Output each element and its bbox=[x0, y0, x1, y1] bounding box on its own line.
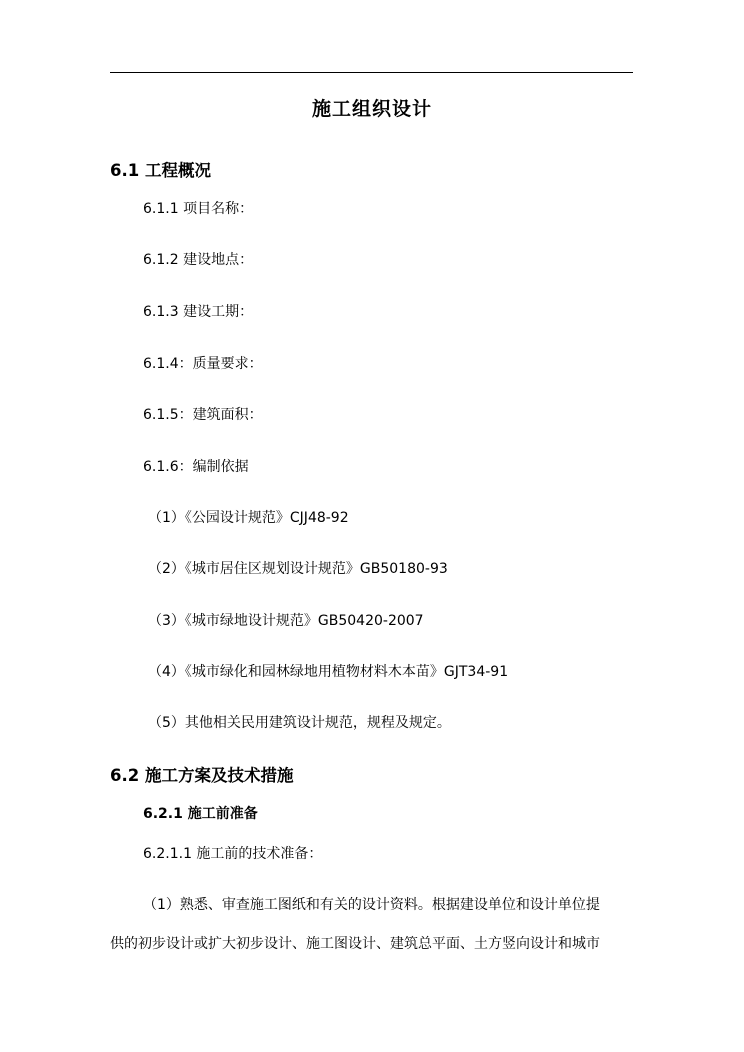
item-6-1-2: 6.1.2 建设地点： bbox=[143, 252, 254, 268]
paragraph-line-2: 供的初步设计或扩大初步设计、施工图设计、建筑总平面、土方竖向设计和城市 bbox=[110, 936, 600, 952]
item-6-1-4: 6.1.4：质量要求： bbox=[143, 356, 263, 372]
section-heading-6-2: 6.2 施工方案及技术措施 bbox=[110, 766, 294, 785]
item-6-1-5: 6.1.5：建筑面积： bbox=[143, 407, 263, 423]
item-6-2-1-1: 6.2.1.1 施工前的技术准备： bbox=[143, 846, 323, 862]
reference-4: （4）《城市绿化和园林绿地用植物材料木本苗》GJT34-91 bbox=[148, 664, 509, 680]
reference-3: （3）《城市绿地设计规范》GB50420-2007 bbox=[148, 613, 424, 629]
section-heading-6-1: 6.1 工程概况 bbox=[110, 161, 211, 180]
reference-1: （1）《公园设计规范》CJJ48-92 bbox=[148, 510, 349, 526]
item-6-1-6: 6.1.6：编制依据 bbox=[143, 459, 249, 475]
header-rule bbox=[110, 72, 633, 73]
reference-2: （2）《城市居住区规划设计规范》GB50180-93 bbox=[148, 561, 448, 577]
subsection-heading-6-2-1: 6.2.1 施工前准备 bbox=[143, 806, 258, 822]
document-title: 施工组织设计 bbox=[311, 98, 432, 120]
paragraph-line-1: （1）熟悉、审查施工图纸和有关的设计资料。根据建设单位和设计单位提 bbox=[143, 897, 600, 913]
item-6-1-1: 6.1.1 项目名称： bbox=[143, 201, 254, 217]
reference-5: （5）其他相关民用建筑设计规范，规程及规定。 bbox=[148, 715, 451, 731]
item-6-1-3: 6.1.3 建设工期： bbox=[143, 304, 254, 320]
